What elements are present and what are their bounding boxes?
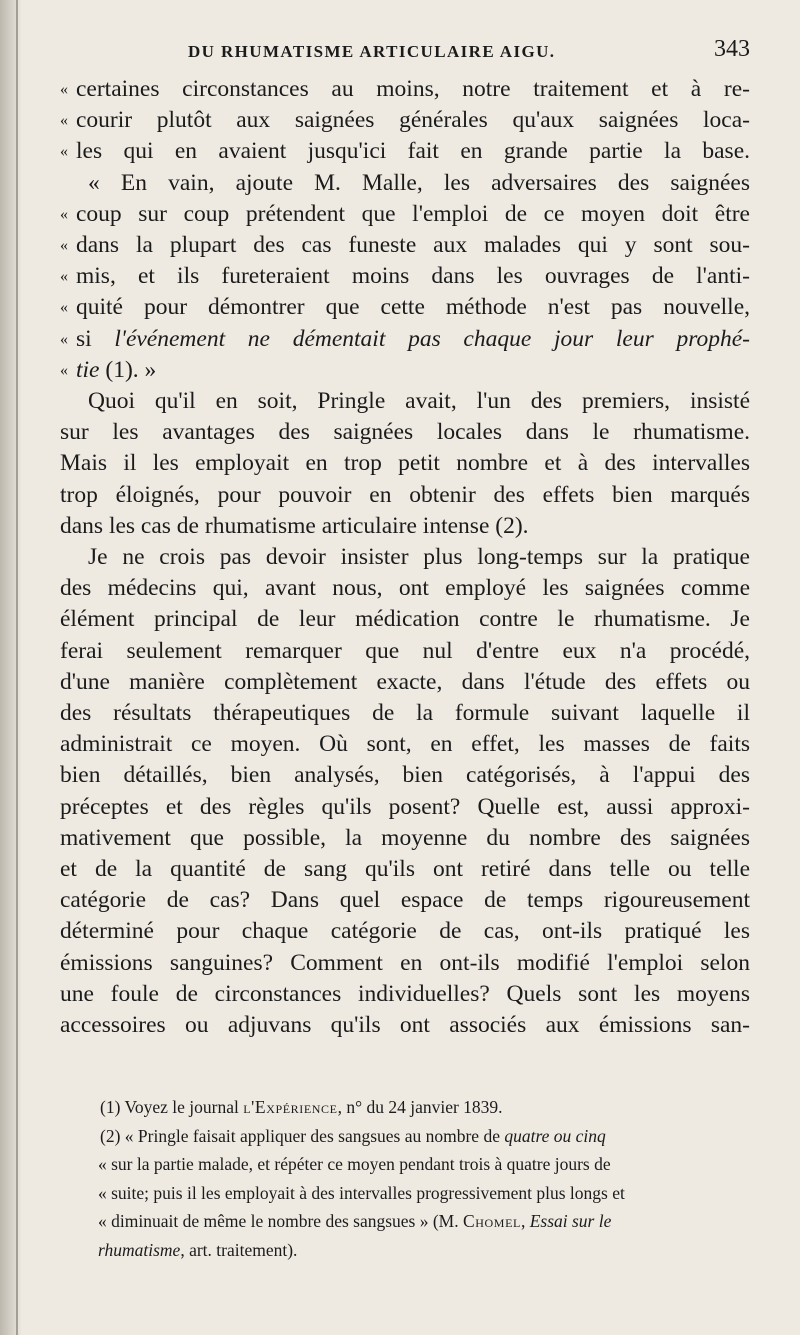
line-text: dans les cas de rhumatisme articulaire intense (2). [60,512,529,539]
text-line [60,292,750,323]
text-line [60,386,750,417]
line-text: si [76,325,115,352]
line-text: (1). » [99,356,157,383]
line-text: trop éloignés, pour pouvoir en obtenir des effets bien marqués [60,481,750,508]
line-text: des médecins qui, avant nous, ont employé les saignées comme [60,575,750,602]
text-line [60,74,750,105]
text-line [60,885,750,916]
line-text: quité pour démontrer que cette méthode n'est pas nouvelle, [76,294,750,321]
text-line [60,1010,750,1041]
line-text: des résultats thérapeutiques de la formule suivant laquelle il [60,700,750,727]
text-line [60,105,750,136]
line-text: mis, et ils fureteraient moins dans les ouvrages de l'anti- [76,263,750,290]
line-text: émissions sanguines? Comment en ont-ils modifié l'emploi selon [60,949,750,976]
text-line [60,542,750,573]
line-text: les qui en avaient jusqu'ici fait en grande partie la base. [76,138,750,165]
footnote-1: (1) Voyez le journal l'Expérience, n° du 24 janvier 1839. [100,1097,503,1118]
footnote-2-line-2: « sur la partie malade, et répéter ce moyen pendant trois à quatre jours de [98,1154,611,1175]
line-text: Je ne crois pas devoir insister plus long-temps sur la pratique [88,544,750,571]
text-line [60,667,750,698]
text-line [60,979,750,1010]
line-text: administrait ce moyen. Où sont, en effet, les masses de faits [60,731,750,758]
text-line [60,355,750,386]
text-line [60,604,750,635]
quote-mark: « [60,330,68,348]
text-line [60,168,750,199]
line-text: sur les avantages des saignées locales dans le rhumatisme. [60,419,750,446]
line-text: préceptes et des règles qu'ils posent? Quelle est, aussi approxi- [60,793,750,820]
text-line [60,511,750,542]
line-text: Quoi qu'il en soit, Pringle avait, l'un des premiers, insisté [88,388,750,415]
italic-text: tie [76,356,100,383]
line-text: bien détaillés, bien analysés, bien catégorisés, à l'appui des [60,762,750,789]
page-header [60,30,750,74]
italic-text: l'événement ne démentait pas chaque jour leur prophé- [114,325,750,352]
footnote-2-line-3: « suite; puis il les employait à des intervalles progressivement plus longs et [98,1182,625,1203]
quote-mark: « [60,81,68,98]
book-gutter [0,0,22,1335]
line-text: déterminé pour chaque catégorie de cas, ont-ils pratiqué les [60,918,750,945]
line-text: Mais il les employait en trop petit nombre et à des intervalles [60,450,750,477]
line-text: accessoires ou adjuvans qu'ils ont associés aux émissions san- [60,1012,750,1039]
line-text: mativement que possible, la moyenne du nombre des saignées [60,824,750,851]
line-text: une foule de circonstances individuelles? Quels sont les moyens [60,980,750,1007]
text-line [60,136,750,167]
text-line [60,792,750,823]
line-text: catégorie de cas? Dans quel espace de temps rigoureusement [60,887,750,914]
text-line [60,324,750,355]
text-line [60,729,750,760]
line-text: d'une manière complètement exacte, dans l'étude des effets ou [60,668,750,695]
quote-mark: « [60,299,68,317]
text-line [60,448,750,479]
footnotes [60,1093,750,1264]
quote-mark: « [60,112,68,130]
text-line [60,698,750,729]
quote-mark: « [60,361,68,379]
quote-mark: « [60,205,68,223]
line-text: coup sur coup prétendent que l'emploi de ce moyen doit être [76,200,750,227]
text-line [60,854,750,885]
text-line [60,573,750,604]
footnote-2-line-1: (2) « Pringle faisait appliquer des sangsues au nombre de quatre ou cinq [100,1125,606,1146]
text-line [60,417,750,448]
quote-mark: « [60,143,68,161]
text-line [60,636,750,667]
text-line [60,948,750,979]
body-text [60,74,750,1041]
line-text: certaines circonstances au moins, notre traitement et à re- [76,76,750,102]
footnote-2-line-4: « diminuait de même le nombre des sangsues » (M. Chomel, Essai sur le [98,1211,612,1232]
quote-mark: « [60,237,68,255]
line-text: et de la quantité de sang qu'ils ont retiré dans telle ou telle [60,856,750,883]
text-line [60,916,750,947]
line-text: élément principal de leur médication contre le rhumatisme. Je [60,606,750,633]
text-line [60,261,750,292]
footnote-2-line-5: rhumatisme, art. traitement). [98,1239,298,1260]
line-text: ferai seulement remarquer que nul d'entre eux n'a procédé, [60,637,750,664]
quote-mark: « [60,268,68,286]
text-line [60,480,750,511]
text-line [60,230,750,261]
text-line [60,199,750,230]
line-text: dans la plupart des cas funeste aux malades qui y sont sou- [76,232,750,259]
line-text: courir plutôt aux saignées générales qu'aux saignées loca- [76,107,750,134]
book-page [60,30,750,1264]
text-line [60,760,750,791]
page-number: 343 [714,36,750,62]
text-line [60,823,750,854]
gutter-shadow-line [16,0,18,1335]
running-title: DU RHUMATISME ARTICULAIRE AIGU. [188,42,556,61]
line-text: « En vain, ajoute M. Malle, les adversaires des saignées [88,169,750,196]
